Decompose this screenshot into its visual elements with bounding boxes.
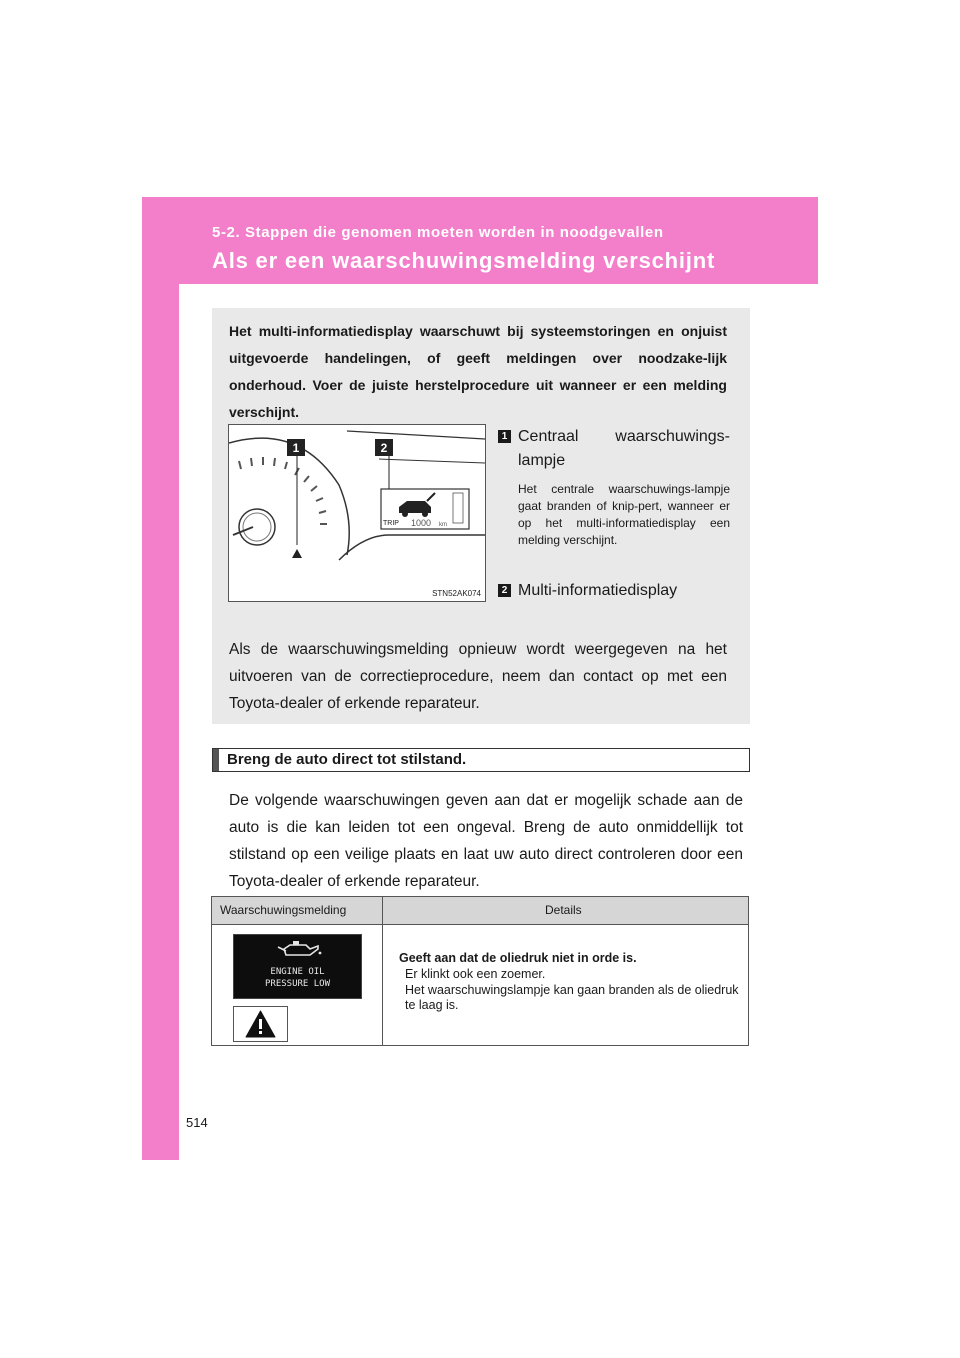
body-paragraph: De volgende waarschuwingen geven aan dat er mogelijk schade aan de auto is die kan leiden tot een ongeval. Breng de auto onmiddellijk tot stilstand op een veilige plaats en laat uw auto direct controleren door een Toyota-dealer of erkende reparateur. [229, 792, 743, 890]
callout-title: Centraal waarschuwings-lampje [518, 428, 730, 469]
odometer-unit: km [439, 522, 447, 528]
callout-description: Het centrale waarschuwings-lampje gaat branden of knip-pert, wanneer er op het multi-informatiedisplay een melding verschijnt. [518, 482, 730, 547]
callout-title: Multi-informatiedisplay [518, 582, 678, 599]
detail-line: Het waarschuwingslampje kan gaan branden als de oliedruk te laag is. [405, 983, 739, 1012]
display-line: ENGINE OIL [270, 967, 325, 977]
svg-text:1: 1 [292, 441, 300, 455]
trip-label: TRIP [383, 520, 399, 527]
page-title: Als er een waarschuwingsmelding verschijnt [212, 248, 716, 273]
section-subheading [212, 748, 750, 772]
svg-text:2: 2 [380, 441, 388, 455]
display-line: PRESSURE LOW [264, 979, 331, 989]
oil-can-icon [234, 935, 361, 965]
cluster-illustration [229, 425, 485, 601]
intro-text: Het multi-informatiedisplay waarschuwt bij systeemstoringen en onjuist uitgevoerde handelingen, of geeft meldingen over noodzake-lijk onderhoud. Voer de juiste herstelprocedure uit wanneer er een melding verschijnt. [229, 323, 727, 420]
column-divider [382, 897, 383, 1045]
callout-number: 2 [498, 584, 511, 597]
instrument-cluster-figure [228, 424, 486, 602]
warning-table [211, 896, 749, 1046]
callout-number: 1 [498, 430, 511, 443]
table-header-row [212, 897, 748, 925]
subheading-bar [213, 749, 219, 771]
warning-triangle-icon [234, 1007, 287, 1041]
table-header-cell: Details [545, 903, 582, 917]
subheading-text: Breng de auto direct tot stilstand. [227, 751, 467, 768]
figure-code: STN52AK074 [432, 589, 481, 598]
section-label: 5-2. Stappen die genomen moeten worden in noodgevallen [212, 224, 664, 241]
warning-lamp-image [233, 1006, 288, 1042]
left-margin-band [142, 197, 179, 1160]
warning-display-image [233, 934, 362, 999]
odometer-value: 1000 [411, 518, 432, 528]
closing-text: Als de waarschuwingsmelding opnieuw wordt weergegeven na het uitvoeren van de correctieprocedure, neem dan contact op met een Toyota-dealer of erkende reparateur. [229, 641, 727, 712]
table-header-cell: Waarschuwingsmelding [220, 903, 347, 917]
page-number: 514 [186, 1115, 208, 1130]
callout-multi-info-display [498, 579, 730, 603]
detail-line: Er klinkt ook een zoemer. [405, 967, 546, 981]
detail-title: Geeft aan dat de oliedruk niet in orde is. [399, 951, 637, 965]
callout-central-warning-light [498, 425, 730, 549]
